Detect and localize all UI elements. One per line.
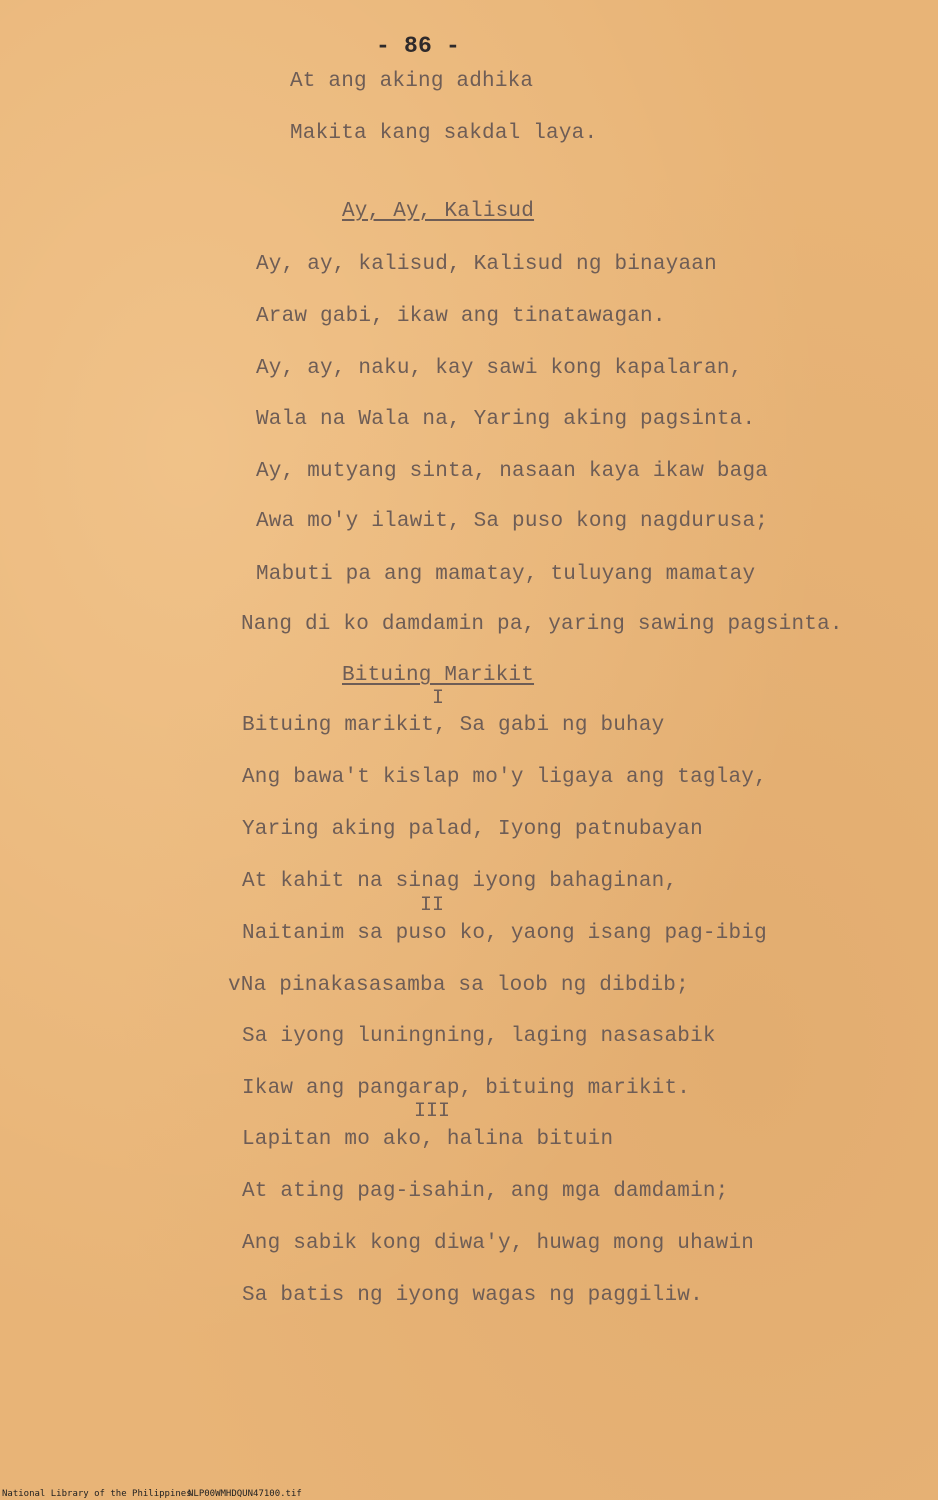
- song2-line: vNa pinakasasamba sa loob ng dibdib;: [228, 974, 689, 997]
- song2-line: Sa batis ng iyong wagas ng paggiliw.: [242, 1284, 703, 1307]
- footer-library: National Library of the Philippines: [2, 1489, 192, 1499]
- song2-line: Bituing marikit, Sa gabi ng buhay: [242, 714, 665, 737]
- song2-line: Ang sabik kong diwa'y, huwag mong uhawin: [242, 1232, 755, 1255]
- song2-line: Naitanim sa puso ko, yaong isang pag-ibig: [242, 922, 767, 945]
- song2-line: At kahit na sinag iyong bahaginan,: [242, 870, 678, 893]
- song1-line: Wala na Wala na, Yaring aking pagsinta.: [256, 408, 756, 431]
- song2-line: Ang bawa't kislap mo'y ligaya ang taglay,: [242, 766, 767, 789]
- song1-line: Nang di ko damdamin pa, yaring sawing pagsinta.: [241, 613, 843, 636]
- song1-line: Ay, ay, kalisud, Kalisud ng binayaan: [256, 253, 717, 276]
- song1-line: Mabuti pa ang mamatay, tuluyang mamatay: [256, 563, 756, 586]
- song2-line: Sa iyong luningning, laging nasasabik: [242, 1025, 716, 1048]
- song2-line: Ikaw ang pangarap, bituing marikit.: [242, 1077, 691, 1100]
- song1-line: Awa mo'y ilawit, Sa puso kong nagdurusa;: [256, 510, 769, 533]
- song-title-bituing-marikit: Bituing Marikit: [342, 664, 535, 687]
- intro-line-2: Makita kang sakdal laya.: [290, 122, 598, 145]
- verse-numeral: III: [414, 1100, 451, 1123]
- song-title-ay-ay-kalisud: Ay, Ay, Kalisud: [342, 200, 535, 223]
- song2-line: Lapitan mo ako, halina bituin: [242, 1128, 614, 1151]
- song2-line: At ating pag-isahin, ang mga damdamin;: [242, 1180, 729, 1203]
- song1-line: Ay, mutyang sinta, nasaan kaya ikaw baga: [256, 460, 769, 483]
- footer-filename: NLP00WMHDQUN47100.tif: [188, 1489, 302, 1499]
- verse-numeral: II: [420, 894, 445, 917]
- verse-numeral: I: [432, 687, 445, 710]
- song2-line: Yaring aking palad, Iyong patnubayan: [242, 818, 703, 841]
- intro-line-1: At ang aking adhika: [290, 70, 534, 93]
- song1-line: Ay, ay, naku, kay sawi kong kapalaran,: [256, 357, 743, 380]
- song1-line: Araw gabi, ikaw ang tinatawagan.: [256, 305, 666, 328]
- page-number: - 86 -: [376, 33, 461, 59]
